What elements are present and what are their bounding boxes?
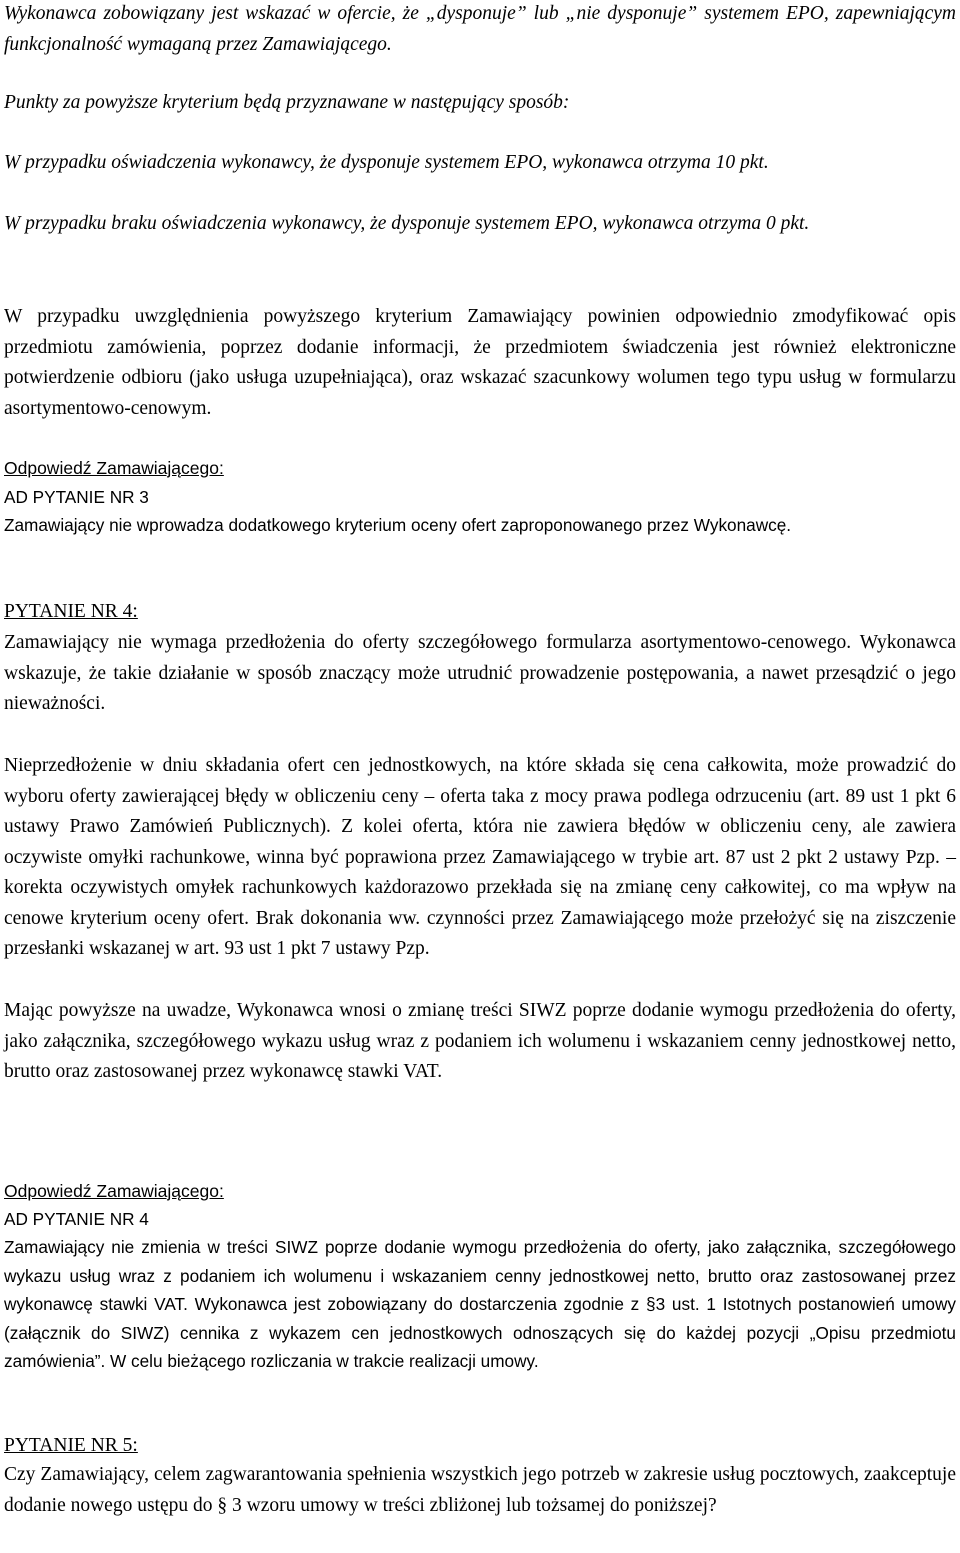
answer-4-text: Zamawiający nie zmienia w treści SIWZ poprze dodanie wymogu przedłożenia do oferty, jako załącznika, szczegółowego wykazu usług wraz z podaniem ich wolumenu i wskazaniem cenny jednostkowej netto, brutto oraz zastosowanej przez wykonawcę stawki VAT. Wykonawca jest zobowiązany do dostarczenia zgodnie z §3 ust. 1 Istotnych postanowień umowy (załącznik do SIWZ) cennika z wykazem cen jednostkowych odnoszących się do każdej pozycji „Opisu przedmiotu zamówienia”. W celu bieżącego rozliczania w trakcie realizacji umowy.	[4, 1237, 956, 1371]
answer-4-ref: AD PYTANIE NR 4	[4, 1209, 149, 1229]
question-4-paragraph-2: Nieprzedłożenie w dniu składania ofert cen jednostkowych, na które składa się cena całkowita, może prowadzić do wyboru oferty zawierającej błędy w obliczeniu ceny – oferta taka z mocy prawa podlega odrzuceniu (art. 89 ust 1 pkt 6 ustawy Prawo Zamówień Publicznych). Z kolei oferta, która nie zawiera błędów w obliczeniu ceny, ale zawiera oczywiste omyłki rachunkowe, winna być poprawiona przez Zamawiającego w trybie art. 87 ust 2 pkt 2 ustawy Pzp. – korekta oczywistych omyłek rachunkowych każdorazowo przekłada się na zmianę ceny całkowitej, co ma wpływ na cenowe kryterium oceny ofert. Brak dokonania ww. czynności przez Zamawiającego może przełożyć się na ziszczenie przesłanki wskazanej w art. 93 ust 1 pkt 7 ustawy Pzp.	[4, 755, 956, 959]
answer-3-text: Zamawiający nie wprowadza dodatkowego kryterium oceny ofert zaproponowanego przez Wykonawcę.	[4, 515, 792, 535]
question-4-heading: PYTANIE NR 4:	[4, 601, 138, 622]
question-5-text: Czy Zamawiający, celem zagwarantowania spełnienia wszystkich jego potrzeb w zakresie usług pocztowych, zaakceptuje dodanie nowego ustępu do § 3 wzoru umowy w treści zbliżonej lub tożsamej do poniższej?	[4, 1464, 956, 1516]
question-4-paragraph-1: Zamawiający nie wymaga przedłożenia do oferty szczegółowego formularza asortymentowo-cenowego. Wykonawca wskazuje, że takie działanie w sposób znaczący może utrudnić prowadzenie postępowania, a nawet przesądzić o jego nieważności.	[4, 632, 956, 714]
question-4-paragraph-3: Mając powyższe na uwadze, Wykonawca wnosi o zmianę treści SIWZ poprze dodanie wymogu przedłożenia do oferty, jako załącznika, szczegółowego wykazu usług wraz z podaniem ich wolumenu i wskazaniem cenny jednostkowej netto, brutto oraz zastosowanej przez wykonawcę stawki VAT.	[4, 1000, 956, 1082]
answer-4-heading: Odpowiedź Zamawiającego:	[4, 1181, 224, 1201]
intro-paragraph-2: Punkty za powyższe kryterium będą przyznawane w następujący sposób:	[4, 92, 570, 113]
answer-3-heading: Odpowiedź Zamawiającego:	[4, 458, 224, 478]
answer-3-ref: AD PYTANIE NR 3	[4, 487, 149, 507]
intro-paragraph-1: Wykonawca zobowiązany jest wskazać w ofercie, że „dysponuje” lub „nie dysponuje” systemem EPO, zapewniającym funkcjonalność wymaganą przez Zamawiającego.	[4, 3, 956, 55]
question-5-heading: PYTANIE NR 5:	[4, 1435, 138, 1456]
intro-paragraph-3: W przypadku oświadczenia wykonawcy, że dysponuje systemem EPO, wykonawca otrzyma 10 pkt.	[4, 152, 769, 173]
intro-paragraph-4: W przypadku braku oświadczenia wykonawcy, że dysponuje systemem EPO, wykonawca otrzyma 0 pkt.	[4, 213, 810, 234]
intro-paragraph-5: W przypadku uwzględnienia powyższego kryterium Zamawiający powinien odpowiednio zmodyfikować opis przedmiotu zamówienia, poprzez dodanie informacji, że przedmiotem świadczenia jest również elektroniczne potwierdzenie odbioru (jako usługa uzupełniająca), oraz wskazać szacunkowy wolumen tego typu usług w formularzu asortymentowo-cenowym.	[4, 306, 956, 419]
